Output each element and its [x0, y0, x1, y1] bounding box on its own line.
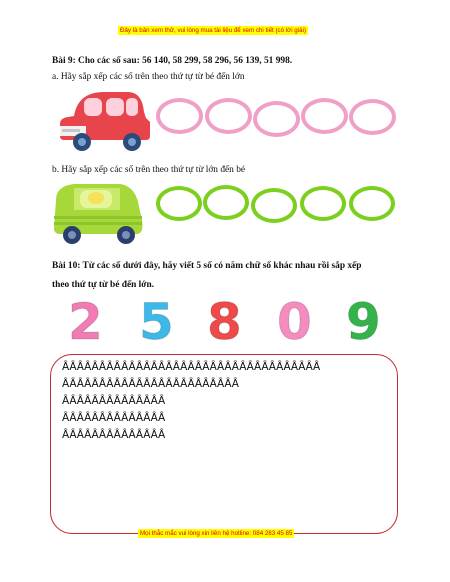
exercise-9-part-b: b. Hãy sắp xếp các số trên theo thứ tự từ lớn đến bé [52, 165, 246, 175]
answer-line: ȂȂȂȂȂȂȂȂȂȂȂȂȂȂ [62, 429, 166, 441]
answer-oval [205, 98, 252, 134]
exercise-9-part-a: a. Hãy sắp xếp các số trên theo thứ tự từ bé đến lớn [52, 72, 245, 82]
digit-card: 8 [207, 293, 242, 351]
answer-oval [203, 185, 249, 220]
red-car-icon [56, 88, 154, 154]
digit-card: 9 [346, 293, 381, 351]
digit-card: 0 [277, 293, 312, 351]
answer-line: ȂȂȂȂȂȂȂȂȂȂȂȂȂȂȂȂȂȂȂȂȂȂȂȂ [62, 378, 240, 390]
answer-oval [251, 188, 297, 223]
answer-oval [301, 98, 348, 134]
green-car-icon [50, 180, 150, 248]
hotline-banner: Mọi thắc mắc vui lòng xin liên hệ hotline: 084 283 45 85 [140, 530, 293, 537]
preview-banner: Đây là bản xem thử, vui lòng mua tài liệu để xem chi tiết (có lời giải) [120, 27, 306, 34]
answer-oval [349, 186, 395, 221]
answer-oval [253, 101, 300, 137]
exercise-9-title: Bài 9: Cho các số sau: 56 140, 58 299, 58 296, 56 139, 51 998. [52, 56, 293, 66]
answer-line: ȂȂȂȂȂȂȂȂȂȂȂȂȂȂȂȂȂȂȂȂȂȂȂȂȂȂȂȂȂȂȂȂȂȂȂ [62, 361, 321, 373]
exercise-10-title: Bài 10: Từ các số dưới đây, hãy viết 5 số có năm chữ số khác nhau rồi sắp xếp [52, 261, 362, 271]
digit-card: 5 [139, 293, 174, 351]
answer-oval [156, 186, 202, 221]
exercise-10-title-cont: theo thứ tự từ bé đến lớn. [52, 280, 155, 290]
answer-oval [300, 186, 346, 221]
answer-oval [156, 98, 203, 134]
answer-line: ȂȂȂȂȂȂȂȂȂȂȂȂȂȂ [62, 412, 166, 424]
answer-oval [349, 99, 396, 135]
digit-card: 2 [68, 293, 103, 351]
answer-line: ȂȂȂȂȂȂȂȂȂȂȂȂȂȂ [62, 395, 166, 407]
